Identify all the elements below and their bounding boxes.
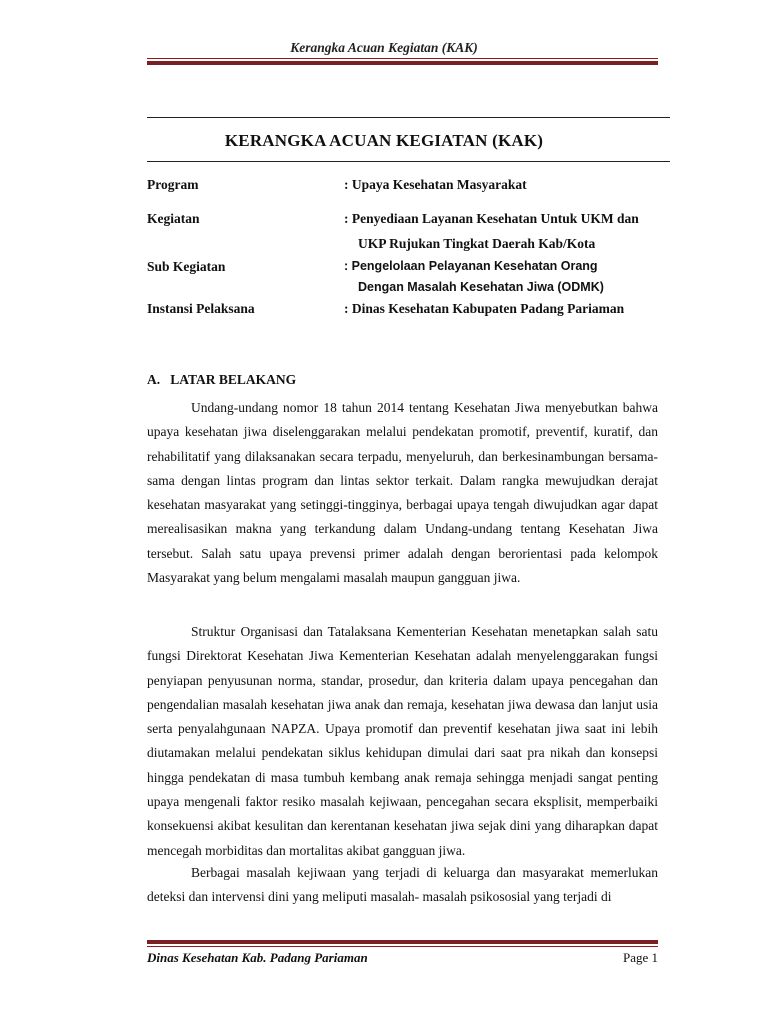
header-rule-thick <box>147 61 658 65</box>
info-value-sub-kegiatan-line1: : Pengelolaan Pelayanan Kesehatan Orang <box>344 259 598 273</box>
paragraph-text: Struktur Organisasi dan Tatalaksana Kementerian Kesehatan menetapkan salah satu fungsi Direktorat Kesehatan Jiwa Kementerian Kesehatan adalah menyelenggarakan fungsi penyiapan penyusunan norma, standar, prosedur, dan kriteria dalam upaya pencegahan dan pengendalian masalah kesehatan jiwa anak dan remaja, kesehatan jiwa dewasa dan lanjut usia serta penyalahgunaan NAPZA. Upaya promotif dan preventif kesehatan jiwa saat ini lebih diutamakan melalui pendekatan siklus kehidupan dimulai dari saat pra nikah dan konsepsi hingga pendekatan di masa tumbuh kembang anak remaja sehingga menjadi sangat penting upaya mengenali faktor resiko masalah kejiwaan, pencegahan secara eksplisit, memperbaiki konsekuensi akibat kesulitan dan kerentanan kesehatan jiwa sejak dini yang diharapkan dapat mencegah morbiditas dan mortalitas akibat gangguan jiwa. <box>147 624 658 858</box>
footer-organization: Dinas Kesehatan Kab. Padang Pariaman <box>147 950 368 965</box>
info-label-kegiatan: Kegiatan <box>147 211 200 226</box>
title-rule-bottom <box>147 161 670 162</box>
footer-rule-thick <box>147 940 658 944</box>
running-header-title: Kerangka Acuan Kegiatan (KAK) <box>290 40 478 55</box>
info-label-instansi: Instansi Pelaksana <box>147 301 255 316</box>
footer-page-number: Page 1 <box>622 950 658 965</box>
title-rule-top <box>147 117 670 118</box>
info-value-kegiatan-line1: : Penyediaan Layanan Kesehatan Untuk UKM dan <box>344 211 639 226</box>
footer-rule-thin <box>147 946 658 947</box>
info-value-sub-kegiatan-line2: Dengan Masalah Kesehatan Jiwa (ODMK) <box>358 280 604 294</box>
paragraph-text: Berbagai masalah kejiwaan yang terjadi di keluarga dan masyarakat memerlukan deteksi dan intervensi dini yang meliputi masalah- masalah psikososial yang terjadi di <box>147 865 658 905</box>
info-value-kegiatan-line2: UKP Rujukan Tingkat Daerah Kab/Kota <box>358 236 596 251</box>
info-value-program: : Upaya Kesehatan Masyarakat <box>344 177 527 192</box>
info-value-instansi: : Dinas Kesehatan Kabupaten Padang Pariaman <box>344 301 625 316</box>
info-label-program: Program <box>147 177 199 192</box>
body-paragraph-1 <box>147 396 658 590</box>
info-label-sub-kegiatan: Sub Kegiatan <box>147 259 226 274</box>
paragraph-text: Undang-undang nomor 18 tahun 2014 tentang Kesehatan Jiwa menyebutkan bahwa upaya kesehatan jiwa diselenggarakan melalui pendekatan promotif, preventif, kuratif, dan rehabilitatif yang dilaksanakan secara terpadu, menyeluruh, dan berkesinambungan bersama-sama dengan lintas program dan lintas sektor terkait. Dalam rangka mewujudkan derajat kesehatan masyarakat yang setinggi-tingginya, berbagai upaya tengah diwujudkan agar dapat merealisasikan makna yang terkandung dalam Undang-undang tentang Kesehatan Jiwa tersebut. Salah satu upaya prevensi primer adalah dengan berorientasi pada kelompok Masyarakat yang belum mengalami masalah maupun gangguan jiwa. <box>147 400 658 586</box>
document-title: KERANGKA ACUAN KEGIATAN (KAK) <box>224 131 544 150</box>
header-rule-thin <box>147 58 658 59</box>
body-paragraph-3 <box>147 861 658 910</box>
section-heading-latar-belakang: A. LATAR BELAKANG <box>147 372 297 387</box>
body-paragraph-2 <box>147 620 658 863</box>
